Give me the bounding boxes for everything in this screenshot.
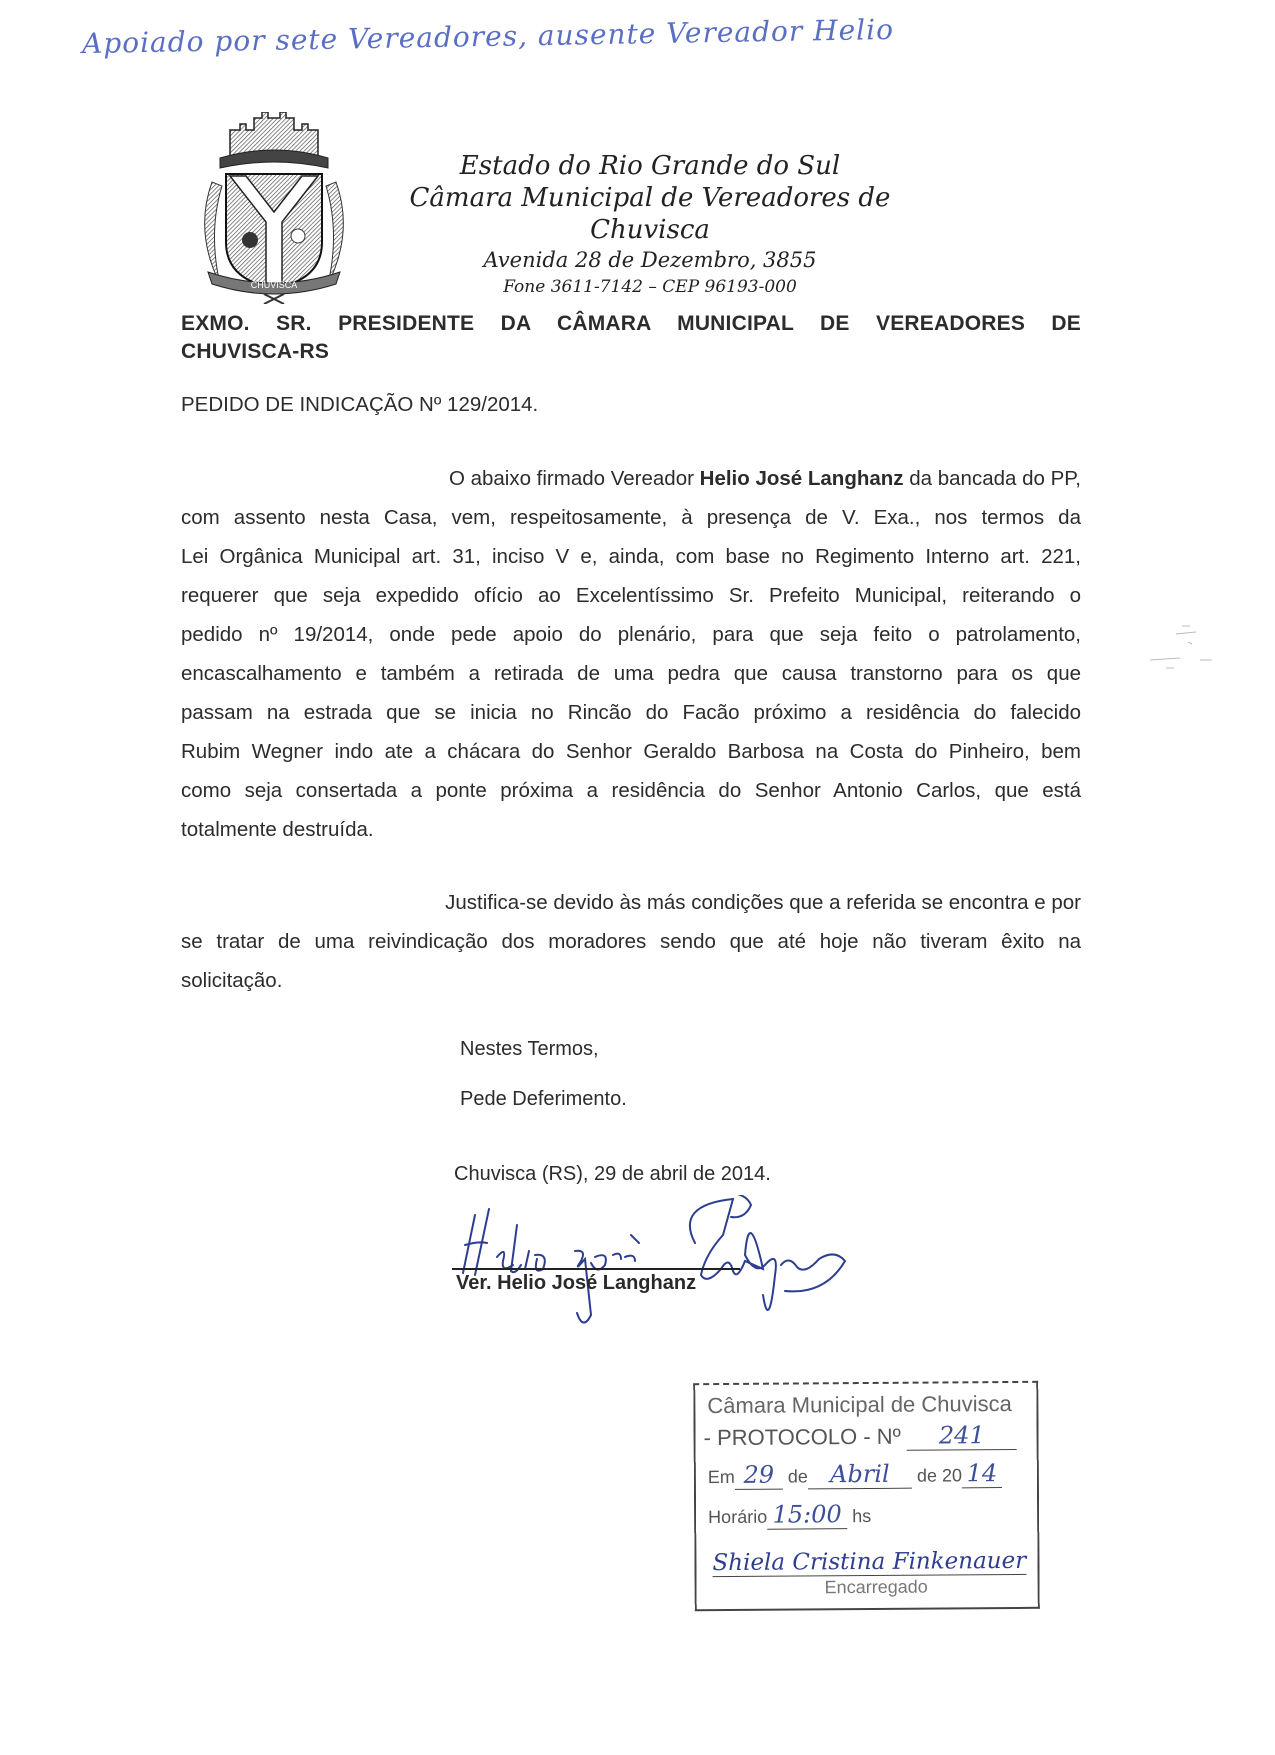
laurel-right-icon: [326, 182, 343, 284]
stamp-protocol-label: - PROTOCOLO - Nº: [703, 1423, 901, 1451]
councilor-name: Helio José Langhanz: [699, 467, 904, 490]
body-line-4: requerer que seja expedido ofício ao Excelentíssimo Sr. Prefeito Municipal, reiterando o: [181, 584, 1081, 607]
stamp-de-label: de: [787, 1466, 808, 1487]
stamp-clerk-signature: Shiela Cristina Finkenauer: [712, 1547, 1027, 1577]
mural-crown-icon: [220, 112, 328, 168]
stamp-time: 15:00: [767, 1500, 847, 1530]
laurel-left-icon: [205, 182, 222, 284]
justification-line-2: se tratar de uma reivindicação dos moradores sendo que até hoje não tiveram êxito na: [181, 930, 1081, 953]
body-line-6: encascalhamento e também a retirada de uma pedra que causa transtorno para os que: [181, 662, 1081, 685]
stamp-date-prefix: Em: [707, 1466, 735, 1488]
signature-line: [452, 1268, 740, 1270]
body-line-1: [370, 467, 1081, 491]
closing-terms: Nestes Termos,: [460, 1038, 599, 1060]
stamp-day: 29: [735, 1461, 783, 1490]
stamp-protocol-number: 241: [907, 1421, 1017, 1451]
body-line-5: pedido nº 19/2014, onde pede apoio do plenário, para que seja feito o patrolamento,: [181, 623, 1081, 646]
letterhead-address: Avenida 28 de Dezembro, 3855: [483, 248, 817, 272]
body-text: O abaixo firmado Vereador: [448, 467, 700, 490]
body-line-7: passam na estrada que se inicia no Rincão do Facão próximo a residência do falecido: [181, 701, 1081, 724]
signer-name: Ver. Helio José Langhanz: [456, 1272, 697, 1294]
place-date: Chuvisca (RS), 29 de abril de 2014.: [454, 1163, 771, 1185]
body-line-9: como seja consertada a ponte próxima a residência do Senhor Antonio Carlos, que está: [181, 779, 1081, 802]
municipal-crest-logo: [190, 112, 358, 304]
scan-artifact: [1140, 620, 1240, 680]
stamp-title: Câmara Municipal de Chuvisca: [707, 1390, 1012, 1419]
body-text: da bancada do PP,: [903, 467, 1081, 490]
body-line-2: com assento nesta Casa, vem, respeitosamente, à presença de V. Exa., nos termos da: [181, 506, 1081, 529]
handwritten-annotation: Apoiado por sete Vereadores, ausente Vereador Helio: [81, 12, 895, 61]
stamp-year: 14: [962, 1459, 1002, 1488]
letterhead: [370, 150, 930, 300]
body-line-8: Rubim Wegner indo ate a chácara do Senhor Geraldo Barbosa na Costa do Pinheiro, bem: [181, 740, 1081, 763]
stamp-time-suffix: hs: [852, 1505, 872, 1527]
stamp-protocol: [703, 1421, 1016, 1452]
letterhead-state: Estado do Rio Grande do Sul: [459, 151, 841, 181]
letterhead-phone: Fone 3611-7142 – CEP 96193-000: [503, 277, 797, 297]
stamp-clerk-role: Encarregado: [824, 1576, 928, 1598]
letterhead-chamber: Câmara Municipal de Vereadores de Chuvisca: [409, 183, 891, 245]
addressee-line-2: CHUVISCA-RS: [181, 340, 330, 363]
handwritten-signature: [445, 1195, 905, 1335]
stamp-month: Abril: [808, 1460, 912, 1490]
body-line-10: totalmente destruída.: [181, 818, 374, 841]
stamp-date-row: [708, 1459, 1002, 1490]
stamp-time-row: [708, 1500, 871, 1530]
protocol-stamp: [693, 1381, 1040, 1611]
justification-line-1: Justifica-se devido às más condições que a referida se encontra e por: [445, 891, 1081, 914]
body-line-3: Lei Orgânica Municipal art. 31, inciso V e, ainda, com base no Regimento Interno art. 221,: [181, 545, 1081, 568]
closing-request: Pede Deferimento.: [460, 1088, 627, 1110]
addressee-line-1: EXMO. SR. PRESIDENTE DA CÂMARA MUNICIPAL DE VEREADORES DE: [181, 312, 1081, 335]
crest-ribbon-text: CHUVISCA: [250, 280, 298, 290]
justification-line-3: solicitação.: [181, 969, 283, 992]
stamp-time-label: Horário: [708, 1506, 768, 1528]
request-number: PEDIDO DE INDICAÇÃO Nº 129/2014.: [181, 393, 539, 416]
stamp-year-prefix: de 20: [916, 1465, 963, 1486]
